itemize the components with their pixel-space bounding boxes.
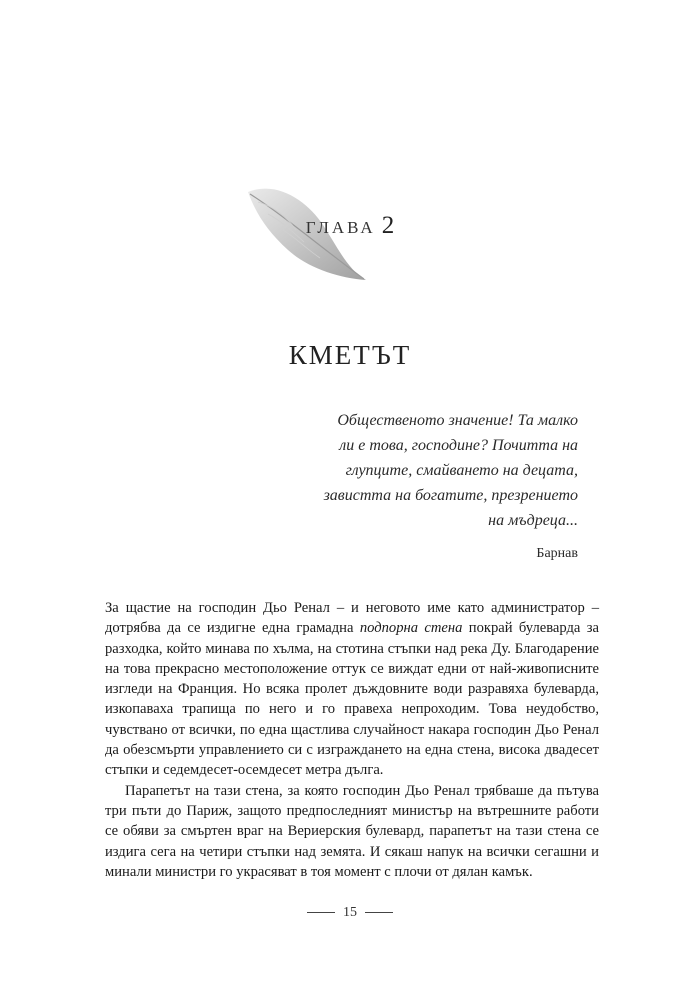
page-number: 15 bbox=[343, 905, 357, 920]
epigraph-line: Общественото значение! Та малко bbox=[337, 412, 578, 429]
epigraph-line: на мъдреца... bbox=[488, 512, 578, 529]
paragraph-1-start: За щастие на господин Дьо Ренал – и неговото име като администратор – дотрябва да се издигне една грамадна bbox=[105, 600, 599, 637]
body-text bbox=[105, 598, 599, 882]
chapter-label: ГЛАВА bbox=[305, 218, 376, 237]
epigraph-line: завистта на богатите, презрението bbox=[323, 487, 578, 504]
emphasis-text: подпорна стена bbox=[359, 620, 463, 637]
footer-dash-left bbox=[307, 912, 335, 913]
paragraph-1 bbox=[105, 598, 599, 781]
chapter-number: 2 bbox=[381, 212, 395, 239]
epigraph-line: глупците, смайването на децата, bbox=[345, 462, 578, 479]
chapter-title: КМЕТЪТ bbox=[288, 340, 412, 370]
footer-dash-right bbox=[365, 912, 393, 913]
paragraph-1-rest: покрай булеварда за разходка, който минава по хълма, на стотина стъпки над река Ду. Благодарение на това прекрасно местоположение оттук се виждат едни от най-живописните изгледи на Франция. Но всяка пролет дъждовните води разравяха булеварда, изкопаваха трапища по него и го правеха непроходим. Това неудобство, чувствано от всички, по една щастлива случайност накара господин Дьо Ренал да обезсмърти управлението си с изграждането на една стена, висока двадесет стъпки и седемдесет-осемдесет метра дълга. bbox=[105, 620, 599, 779]
epigraph-line: ли е това, господине? Почитта на bbox=[339, 437, 578, 454]
chapter-heading bbox=[0, 212, 700, 240]
page-footer bbox=[0, 905, 700, 921]
epigraph bbox=[278, 408, 578, 533]
epigraph-author: Барнав bbox=[536, 546, 578, 561]
paragraph-2: Парапетът на тази стена, за която господин Дьо Ренал трябваше да пътува три пъти до Париж, защото предпоследният министър на вътрешните работи се обяви за смъртен враг на Вериерския булевард, парапетът на тази стена се издига сега на четири стъпки над земята. И сякаш напук на всички сегашни и минали министри го украсяват в тоя момент с плочи от дялан камък. bbox=[105, 782, 599, 880]
